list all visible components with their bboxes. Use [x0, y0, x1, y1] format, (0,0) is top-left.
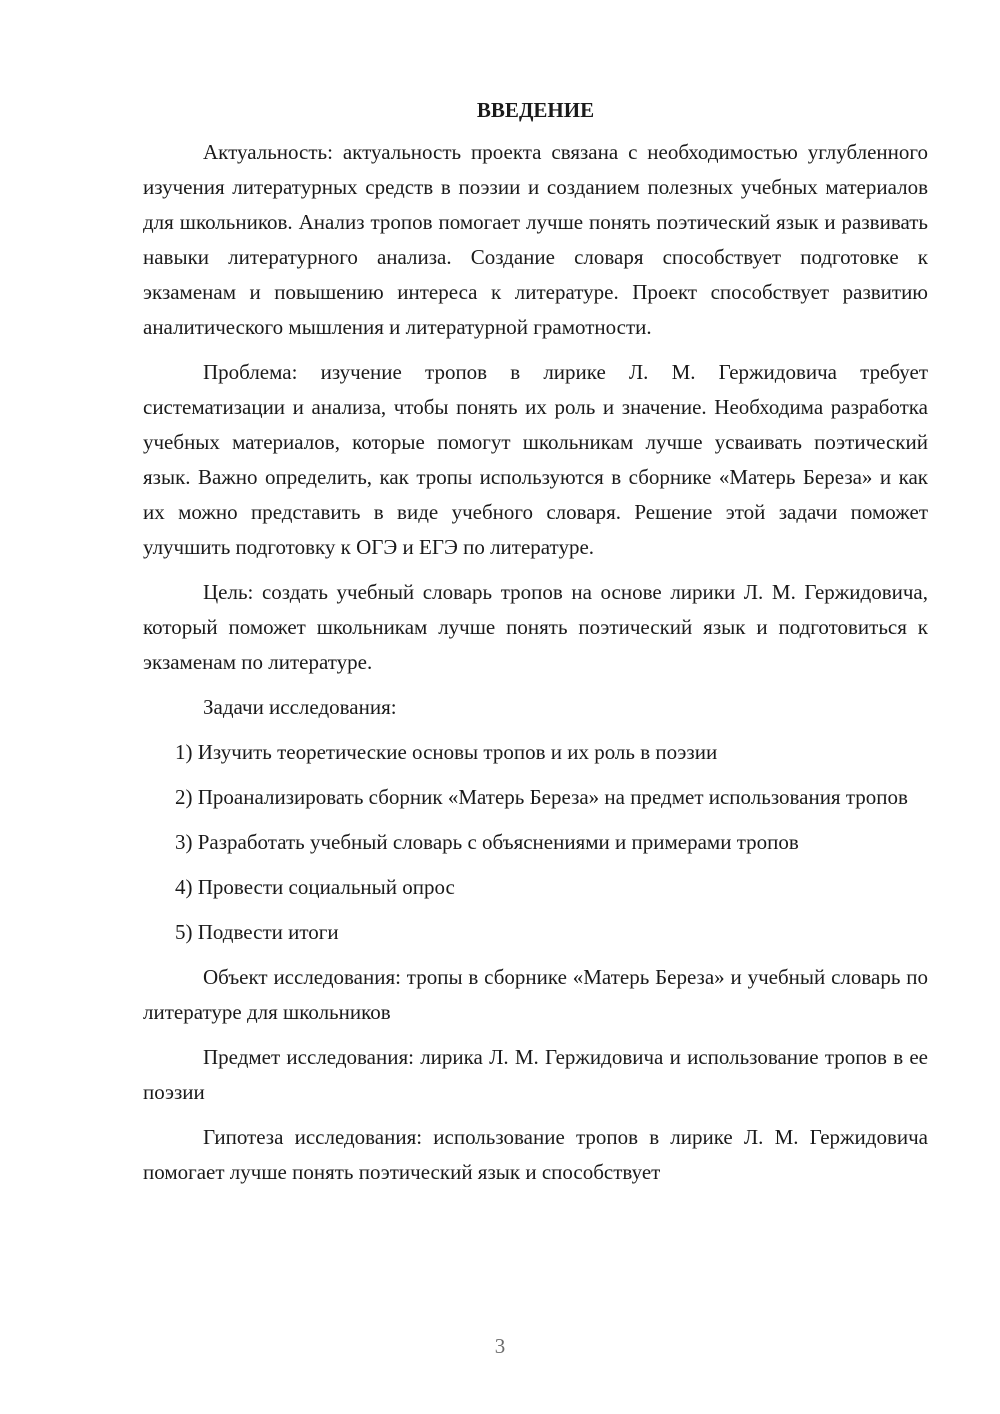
- task-item: 1) Изучить теоретические основы тропов и их роль в поэзии: [175, 740, 718, 764]
- paragraph-subject: Предмет исследования: лирика Л. М. Гержидовича и использование тропов в ее поэзии: [143, 1045, 928, 1104]
- task-item: 2) Проанализировать сборник «Матерь Береза» на предмет использования тропов: [175, 785, 908, 809]
- task-item: 5) Подвести итоги: [175, 920, 339, 944]
- section-title: ВВЕДЕНИЕ: [476, 98, 595, 122]
- document-page: [143, 95, 928, 1200]
- paragraph-goal: Цель: создать учебный словарь тропов на основе лирики Л. М. Гержидовича, который поможет школьникам лучше понять поэтический язык и подготовиться к экзаменам по литературе.: [143, 580, 928, 674]
- paragraph-object: Объект исследования: тропы в сборнике «Матерь Береза» и учебный словарь по литературе для школьников: [143, 965, 928, 1024]
- task-item: 4) Провести социальный опрос: [175, 875, 455, 899]
- paragraph-problem: Проблема: изучение тропов в лирике Л. М. Гержидовича требует систематизации и анализа, чтобы понять их роль и значение. Необходима разработка учебных материалов, которые помогут школьникам лучше усваивать поэтический язык. Важно определить, как тропы используются в сборнике «Матерь Береза» и как их можно представить в виде учебного словаря. Решение этой задачи поможет улучшить подготовку к ОГЭ и ЕГЭ по литературе.: [143, 360, 928, 559]
- paragraph-hypothesis: Гипотеза исследования: использование тропов в лирике Л. М. Гержидовича помогает лучше понять поэтический язык и способствует: [143, 1125, 928, 1184]
- paragraph-relevance: Актуальность: актуальность проекта связана с необходимостью углубленного изучения литературных средств в поэзии и созданием полезных учебных материалов для школьников. Анализ тропов помогает лучше понять поэтический язык и развивать навыки литературного анализа. Создание словаря способствует подготовке к экзаменам и повышению интереса к литературе. Проект способствует развитию аналитического мышления и литературной грамотности.: [143, 140, 928, 339]
- task-item: 3) Разработать учебный словарь с объяснениями и примерами тропов: [175, 830, 799, 854]
- page-number: 3: [494, 1334, 506, 1358]
- tasks-heading: Задачи исследования:: [203, 695, 397, 719]
